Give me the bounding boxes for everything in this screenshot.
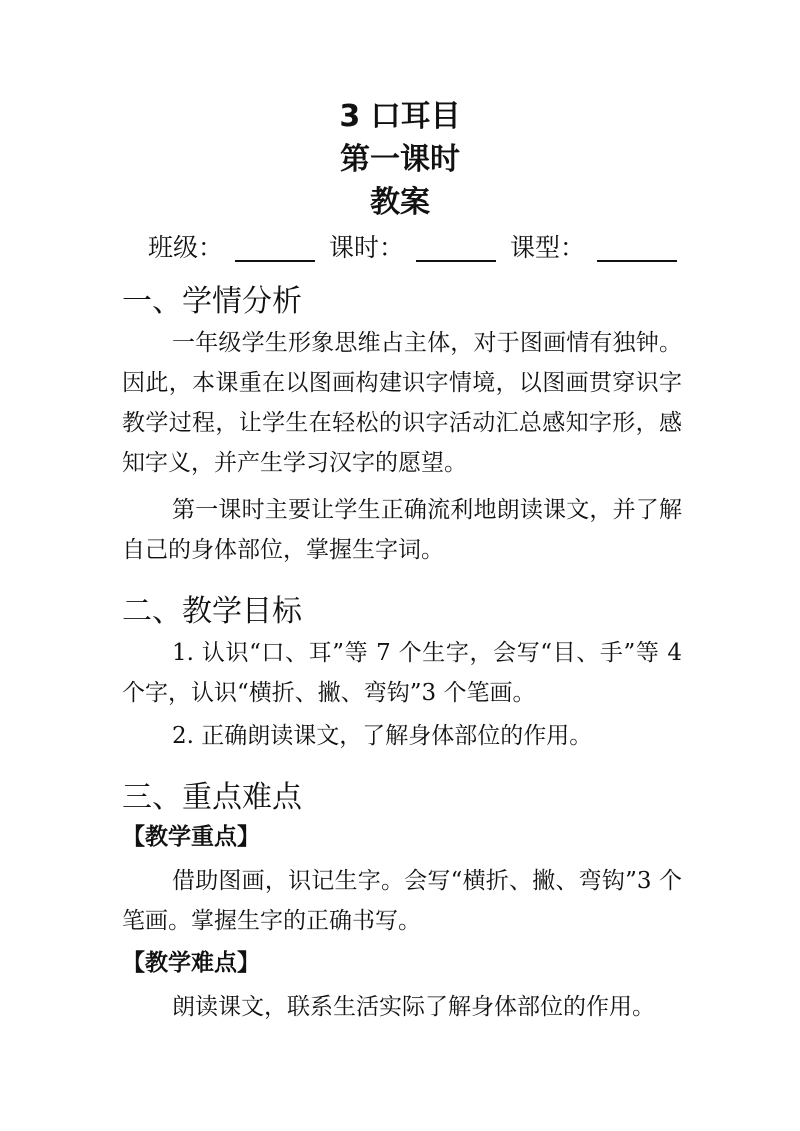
class-blank bbox=[235, 260, 315, 262]
document-type-title: 教案 bbox=[370, 185, 430, 220]
section-heading-focus: 三、重点难点 bbox=[122, 780, 302, 815]
type-blank bbox=[597, 260, 677, 262]
type-field bbox=[510, 230, 677, 266]
section-heading-analysis: 一、学情分析 bbox=[122, 284, 302, 319]
analysis-paragraph-2: 第一课时主要让学生正确流利地朗读课文，并了解自己的身体部位，掌握生字词。 bbox=[122, 497, 682, 563]
key-points-text: 借助图画，识记生字。会写“横折、撇、弯钩”3 个笔画。掌握生字的正确书写。 bbox=[122, 868, 682, 934]
period-blank bbox=[416, 260, 496, 262]
class-label: 班级： bbox=[148, 233, 224, 262]
type-label: 课型： bbox=[510, 233, 586, 262]
lesson-title: 3 口耳目 bbox=[339, 99, 461, 134]
period-title: 第一课时 bbox=[340, 142, 460, 177]
section-heading-goals: 二、教学目标 bbox=[122, 594, 302, 629]
period-label: 课时： bbox=[329, 233, 405, 262]
period-field bbox=[329, 230, 496, 266]
goal-item-2: 2. 正确朗读课文，了解身体部位的作用。 bbox=[172, 723, 593, 749]
class-field bbox=[148, 230, 315, 266]
difficulty-label: 【教学难点】 bbox=[122, 949, 260, 976]
difficulty-text: 朗读课文，联系生活实际了解身体部位的作用。 bbox=[172, 994, 655, 1020]
info-row bbox=[148, 226, 691, 266]
key-points-label: 【教学重点】 bbox=[122, 823, 260, 850]
analysis-paragraph-1: 一年级学生形象思维占主体，对于图画情有独钟。因此，本课重在以图画构建识字情境，以图画贯穿识字教学过程，让学生在轻松的识字活动汇总感知字形，感知字义，并产生学习汉字的愿望。 bbox=[122, 330, 682, 476]
goal-item-1: 1. 认识“口、耳”等 7 个生字，会写“目、手”等 4 个字，认识“横折、撇、弯钩”3 个笔画。 bbox=[122, 640, 682, 706]
